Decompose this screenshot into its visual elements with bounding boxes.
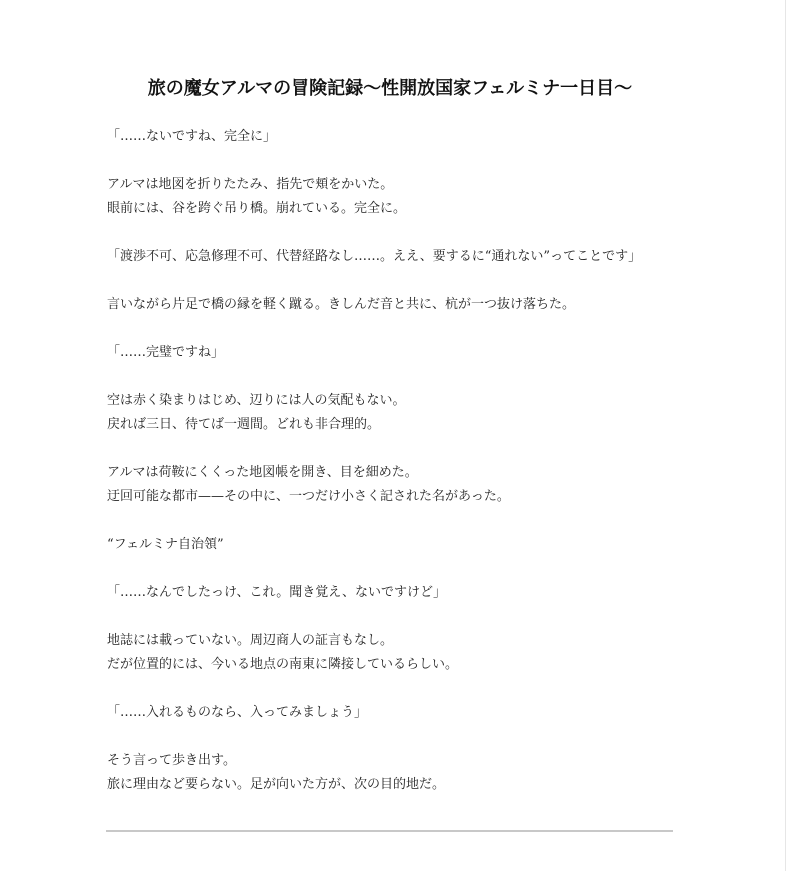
paragraph-line: 「……なんでしたっけ、これ。聞き覚え、ないですけど」 — [107, 585, 447, 600]
paragraph-line: 言いながら片足で橋の縁を軽く蹴る。きしんだ音と共に、杭が一つ抜け落ちた。 — [107, 297, 576, 312]
paragraph — [107, 245, 687, 269]
paragraph — [107, 701, 687, 725]
paragraph — [107, 629, 687, 677]
paragraph — [107, 581, 687, 605]
paragraph-line: 「渡渉不可、応急修理不可、代替経路なし……。ええ、要するに“通れない”ってことです」 — [107, 249, 642, 264]
paragraph — [107, 173, 687, 221]
paragraph-line: “フェルミナ自治領” — [107, 537, 224, 552]
paragraph-line: 地誌には載っていない。周辺商人の証言もなし。 — [107, 633, 394, 648]
paragraph-line: 迂回可能な都市——その中に、一つだけ小さく記された名があった。 — [107, 489, 510, 504]
paragraph-line: そう言って歩き出す。 — [107, 753, 236, 768]
paragraph-line: 旅に理由など要らない。足が向いた方が、次の目的地だ。 — [107, 777, 446, 792]
paragraph-line: アルマは荷鞍にくくった地図帳を開き、目を細めた。 — [107, 465, 418, 480]
paragraph-line: アルマは地図を折りたたみ、指先で頬をかいた。 — [107, 177, 394, 192]
paragraph-line: 空は赤く染まりはじめ、辺りには人の気配もない。 — [107, 393, 406, 408]
paragraph — [107, 341, 687, 365]
paragraph — [107, 461, 687, 509]
page-edge-divider — [785, 0, 786, 871]
paragraph — [107, 389, 687, 437]
paragraph — [107, 293, 687, 317]
paragraph-line: 「……完璧ですね」 — [107, 345, 225, 360]
paragraph — [107, 125, 687, 149]
paragraph — [107, 533, 687, 557]
paragraph-line: だが位置的には、今いる地点の南東に隣接しているらしい。 — [107, 657, 459, 672]
document-body — [107, 125, 687, 821]
paragraph — [107, 749, 687, 797]
section-divider — [106, 830, 673, 832]
document-title: 旅の魔女アルマの冒険記録〜性開放国家フェルミナ一日目〜 — [147, 78, 633, 100]
paragraph-line: 「……入れるものなら、入ってみましょう」 — [107, 705, 368, 720]
paragraph-line: 眼前には、谷を跨ぐ吊り橋。崩れている。完全に。 — [107, 201, 407, 216]
paragraph-line: 「……ないですね、完全に」 — [107, 129, 277, 144]
paragraph-line: 戻れば三日、待てば一週間。どれも非合理的。 — [107, 417, 381, 432]
